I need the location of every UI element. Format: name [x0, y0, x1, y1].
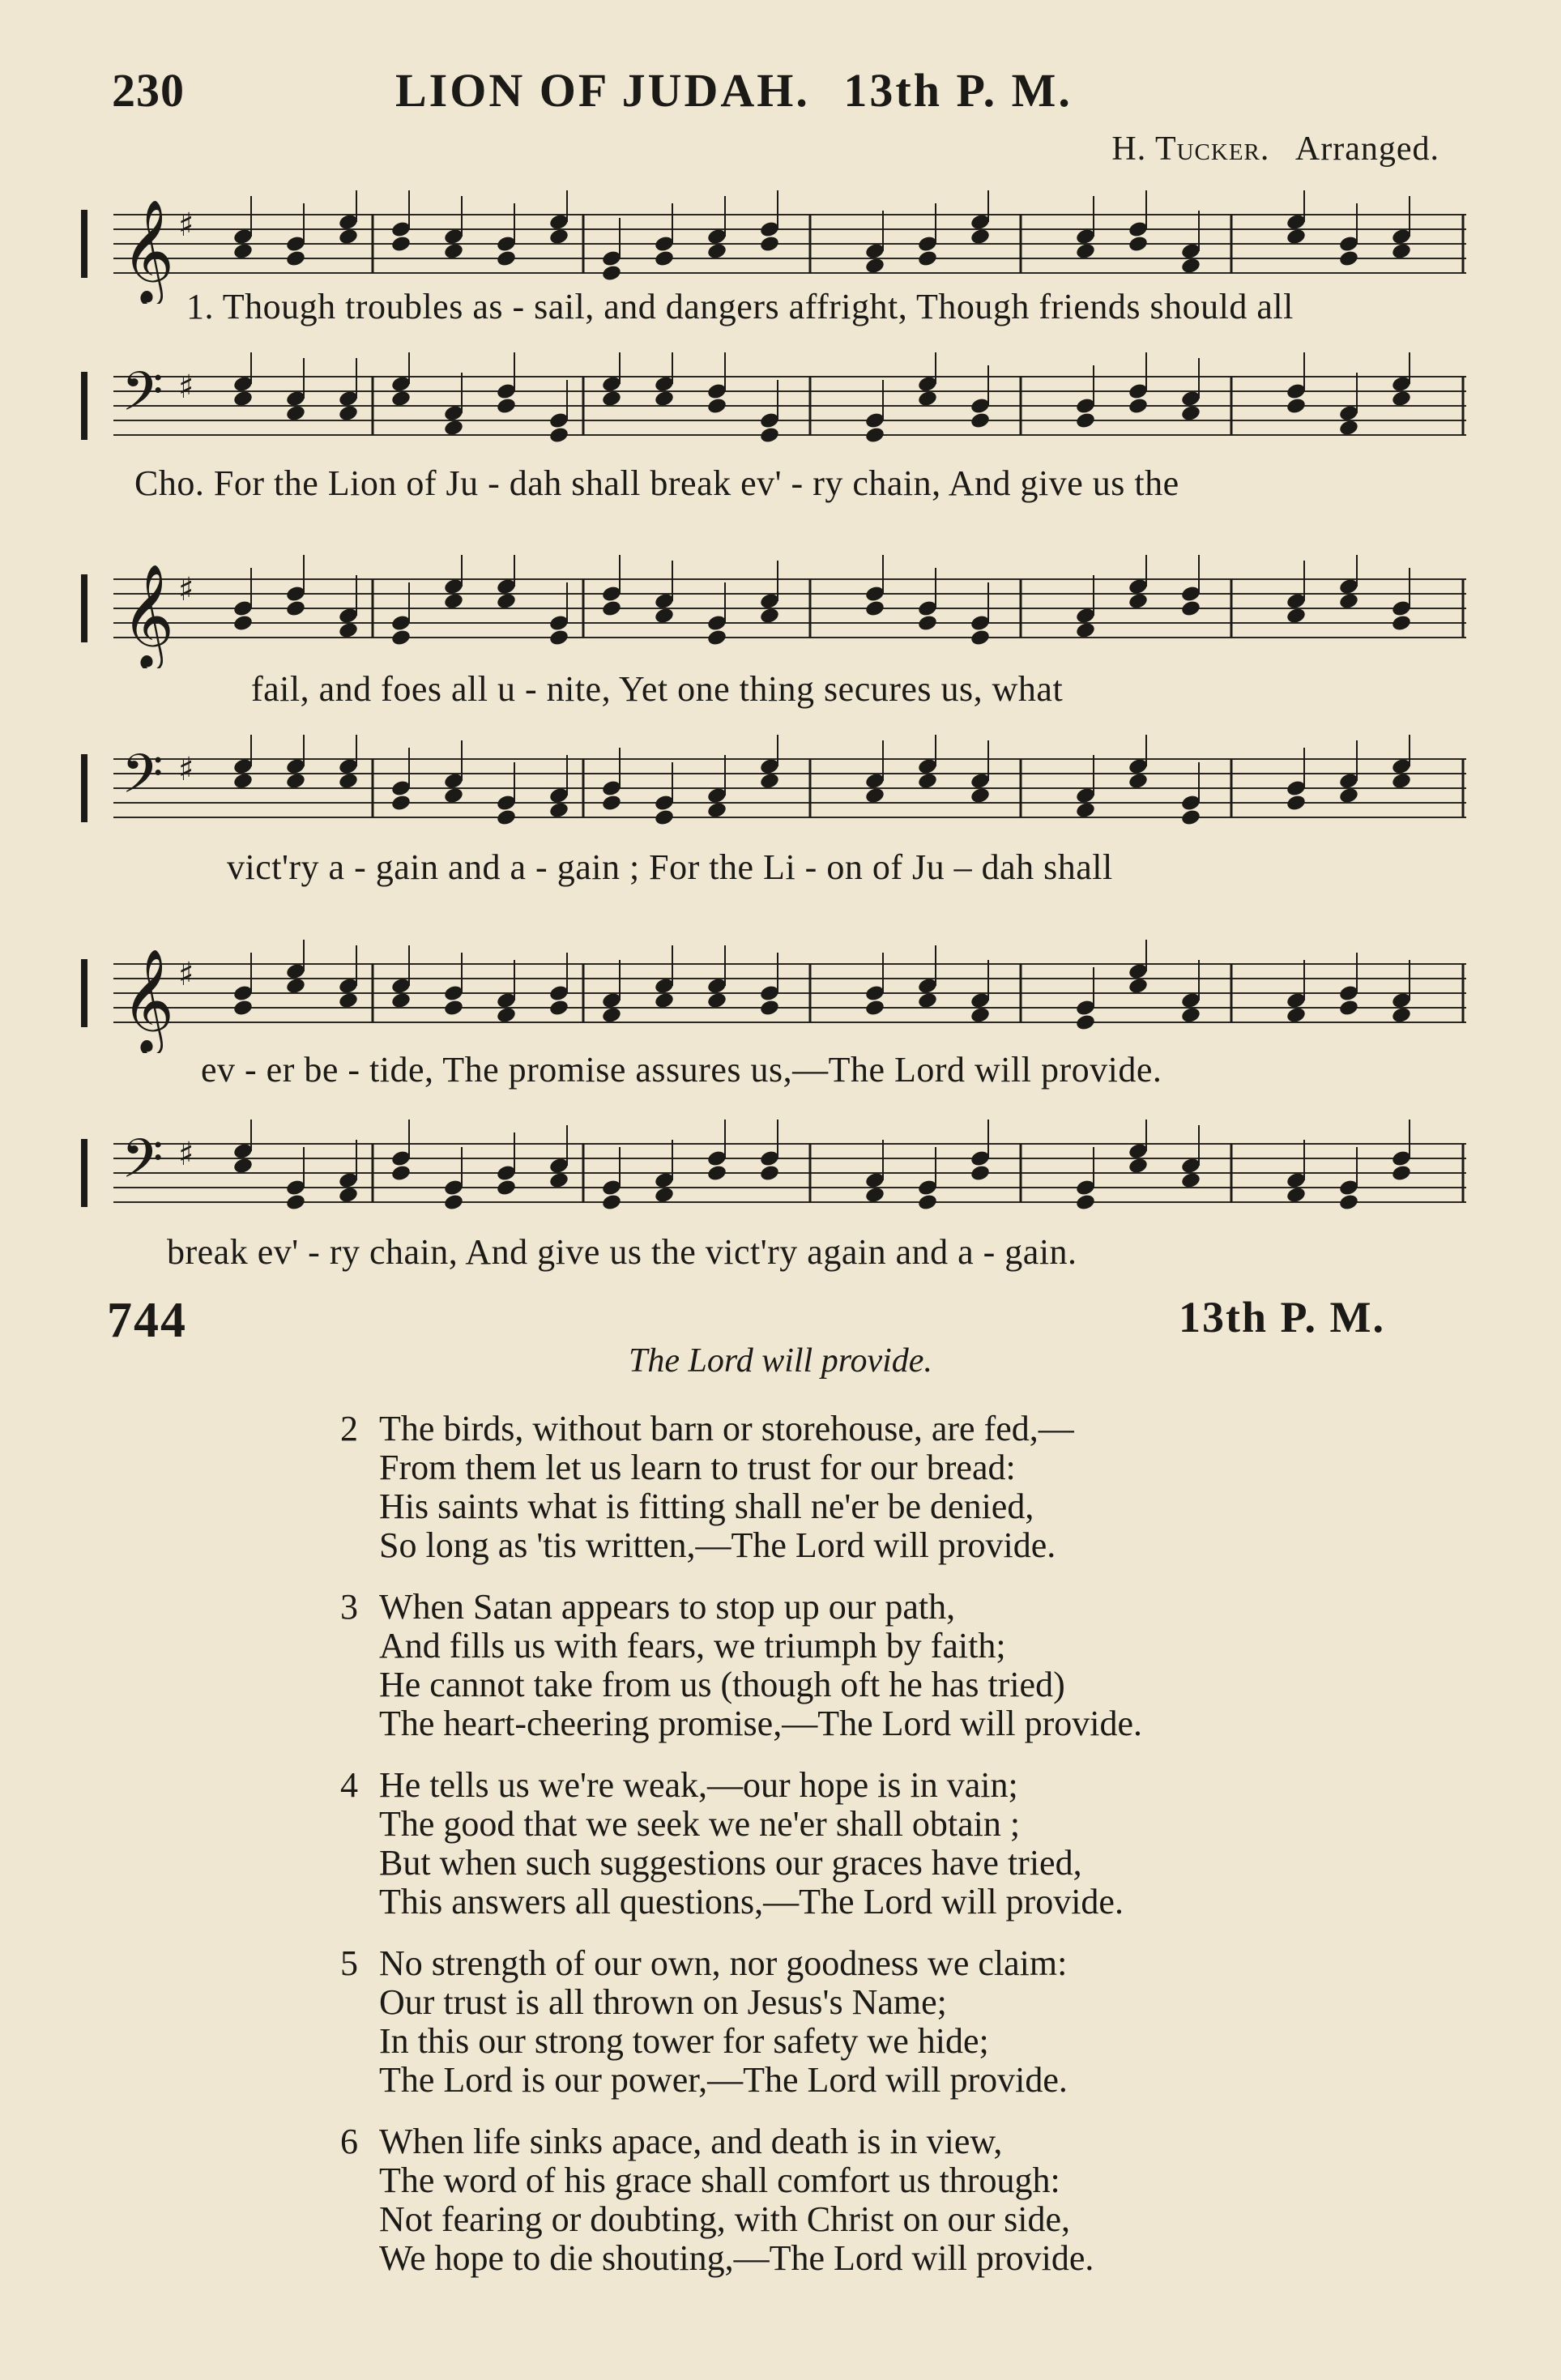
- verse-line-text: His saints what is fitting shall ne'er be denied,: [379, 1486, 1034, 1526]
- notehead: [443, 419, 464, 437]
- notehead: [917, 250, 938, 268]
- notehead: [970, 228, 991, 246]
- notehead: [917, 390, 938, 408]
- notehead: [601, 390, 622, 408]
- verse-line: [340, 1983, 1393, 2022]
- hymn-number: 744: [107, 1293, 187, 1348]
- bass-clef-icon: 𝄢: [122, 360, 164, 436]
- notehead: [1075, 1193, 1096, 1212]
- treble-clef-icon: 𝄞: [122, 948, 175, 1051]
- notehead: [1180, 599, 1201, 618]
- sharp-icon: ♯: [178, 956, 194, 993]
- notehead: [285, 599, 306, 618]
- verse-line: [340, 1588, 1393, 1627]
- verse-line-text: In this our strong tower for safety we hide;: [379, 2021, 989, 2061]
- treble-staff: [81, 940, 1474, 1053]
- verse-line-text: The word of his grace shall comfort us through:: [379, 2160, 1060, 2200]
- treble-clef-icon: 𝄞: [122, 198, 175, 302]
- hymn-subtitle: The Lord will provide.: [629, 1342, 932, 1380]
- notehead: [443, 592, 464, 611]
- notehead: [1128, 235, 1149, 254]
- notehead: [1286, 228, 1307, 246]
- verse-stanza: [340, 1766, 1393, 1921]
- verse-line: [340, 2061, 1393, 2100]
- notehead: [232, 614, 254, 633]
- notehead: [443, 242, 464, 261]
- chorus-lyric-line: Cho. For the Lion of Ju - dah shall break ev' - ry chain, And give us the: [134, 463, 1179, 503]
- notehead: [601, 794, 622, 813]
- notehead: [706, 992, 727, 1010]
- verses-block: [340, 1410, 1393, 2301]
- music-system-2: [81, 555, 1474, 895]
- verse-line: [340, 2200, 1393, 2239]
- notehead: [338, 621, 359, 640]
- notehead: [390, 1164, 412, 1183]
- notehead: [1286, 1006, 1307, 1025]
- notehead: [970, 1006, 991, 1025]
- sharp-icon: ♯: [178, 571, 194, 608]
- hymn-meter: 13th P. M.: [1179, 1293, 1386, 1341]
- notehead: [548, 999, 569, 1017]
- notehead: [917, 772, 938, 791]
- verse-stanza: [340, 2122, 1393, 2278]
- notehead: [1075, 242, 1096, 261]
- verse-lyric-line: ev - er be - tide, The promise assures us,—The Lord will provide.: [201, 1050, 1162, 1090]
- verse-line-text: When life sinks apace, and death is in view,: [379, 2122, 1003, 2161]
- page-header: [112, 63, 1473, 128]
- notehead: [496, 397, 517, 416]
- notehead: [1180, 808, 1201, 827]
- notehead: [285, 404, 306, 423]
- sharp-icon: ♯: [178, 751, 194, 788]
- notehead: [706, 242, 727, 261]
- verse-line: [340, 1704, 1393, 1743]
- notehead: [548, 1171, 569, 1190]
- notehead: [338, 992, 359, 1010]
- verse-line-text: Our trust is all thrown on Jesus's Name;: [379, 1982, 947, 2022]
- notehead: [232, 772, 254, 791]
- notehead: [864, 426, 885, 445]
- notehead: [654, 1186, 675, 1205]
- verse-line-text: So long as 'tis written,—The Lord will provide.: [379, 1525, 1056, 1565]
- verse-line: [340, 1844, 1393, 1883]
- notehead: [1180, 1171, 1201, 1190]
- verse-line: [340, 2022, 1393, 2061]
- verse-line: [340, 1805, 1393, 1844]
- notehead: [970, 412, 991, 430]
- verse-line: [340, 1883, 1393, 1921]
- notehead: [1180, 404, 1201, 423]
- notehead: [706, 629, 727, 647]
- notehead: [864, 999, 885, 1017]
- notehead: [1128, 397, 1149, 416]
- notehead: [1128, 592, 1149, 611]
- notehead: [338, 404, 359, 423]
- sharp-icon: ♯: [178, 1136, 194, 1173]
- treble-clef-icon: 𝄞: [122, 563, 175, 667]
- verse-stanza: [340, 1944, 1393, 2100]
- notehead: [232, 999, 254, 1017]
- notehead: [601, 1193, 622, 1212]
- verse-line-text: The good that we seek we ne'er shall obtain ;: [379, 1804, 1021, 1844]
- notehead: [654, 992, 675, 1010]
- notehead: [338, 772, 359, 791]
- notehead: [390, 992, 412, 1010]
- verse-line: [340, 1410, 1393, 1448]
- verse-line-text: And fills us with fears, we triumph by faith;: [379, 1626, 1006, 1666]
- verse-line: [340, 2161, 1393, 2200]
- notehead: [285, 1193, 306, 1212]
- verse-line-text: From them let us learn to trust for our bread:: [379, 1448, 1016, 1487]
- notehead: [1075, 412, 1096, 430]
- notehead: [864, 1186, 885, 1205]
- notehead: [443, 999, 464, 1017]
- notehead: [285, 772, 306, 791]
- notehead: [1338, 592, 1359, 611]
- notehead: [232, 390, 254, 408]
- notehead: [496, 1006, 517, 1025]
- music-system-3: [81, 940, 1474, 1280]
- sharp-icon: ♯: [178, 207, 194, 244]
- verse-number: 5: [340, 1943, 358, 1983]
- notehead: [759, 235, 780, 254]
- notehead: [232, 1157, 254, 1175]
- verse-line-text: Not fearing or doubting, with Christ on our side,: [379, 2199, 1071, 2239]
- verse-number: 3: [340, 1587, 358, 1627]
- notehead: [1391, 390, 1412, 408]
- notehead: [1075, 621, 1096, 640]
- notehead: [496, 592, 517, 611]
- verse-line-text: When Satan appears to stop up our path,: [379, 1587, 956, 1627]
- verse-line-text: The heart-cheering promise,—The Lord will provide.: [379, 1704, 1143, 1743]
- notehead: [496, 808, 517, 827]
- verse-line-text: The Lord is our power,—The Lord will provide.: [379, 2060, 1068, 2100]
- notehead: [1338, 419, 1359, 437]
- treble-staff: [81, 555, 1474, 668]
- verse-line: [340, 1766, 1393, 1805]
- notehead: [654, 808, 675, 827]
- tune-title-text: LION OF JUDAH.: [395, 64, 810, 117]
- composer-name: H. Tucker.: [1111, 130, 1270, 168]
- verse-stanza: [340, 1588, 1393, 1743]
- bass-staff: [81, 352, 1474, 466]
- notehead: [496, 250, 517, 268]
- notehead: [654, 250, 675, 268]
- notehead: [917, 992, 938, 1010]
- notehead: [1338, 787, 1359, 805]
- verse-line: [340, 1944, 1393, 1983]
- page-number: 230: [112, 64, 185, 117]
- notehead: [759, 1164, 780, 1183]
- verse-number: 6: [340, 2122, 358, 2161]
- notehead: [232, 242, 254, 261]
- notehead: [706, 801, 727, 820]
- notehead: [338, 228, 359, 246]
- notehead: [759, 607, 780, 625]
- notehead: [759, 999, 780, 1017]
- bass-clef-icon: 𝄢: [122, 1128, 164, 1203]
- notehead: [970, 787, 991, 805]
- verse-line-text: But when such suggestions our graces have tried,: [379, 1843, 1082, 1883]
- notehead: [917, 614, 938, 633]
- notehead: [1338, 250, 1359, 268]
- verse-line: [340, 2239, 1393, 2278]
- verse-line: [340, 1627, 1393, 1666]
- arranged-label: Arranged.: [1294, 130, 1439, 168]
- notehead: [706, 397, 727, 416]
- verse-line-text: The birds, without barn or storehouse, are fed,—: [379, 1409, 1074, 1448]
- notehead: [1180, 1006, 1201, 1025]
- notehead: [864, 257, 885, 275]
- notehead: [1391, 1164, 1412, 1183]
- notehead: [1075, 1013, 1096, 1032]
- notehead: [1128, 977, 1149, 996]
- notehead: [1286, 607, 1307, 625]
- notehead: [548, 801, 569, 820]
- verse-line-text: No strength of our own, nor goodness we claim:: [379, 1943, 1068, 1983]
- notehead: [496, 1179, 517, 1197]
- notehead: [601, 599, 622, 618]
- notehead: [1286, 794, 1307, 813]
- verse-line: [340, 1526, 1393, 1565]
- notehead: [706, 1164, 727, 1183]
- notehead: [759, 772, 780, 791]
- music-system-1: [81, 190, 1474, 514]
- verse-line-text: He cannot take from us (though oft he has tried): [379, 1665, 1065, 1704]
- notehead: [654, 390, 675, 408]
- verse-number: 2: [340, 1409, 358, 1448]
- bass-clef-icon: 𝄢: [122, 743, 164, 818]
- chorus-lyric-line: vict'ry a - gain and a - gain ; For the Li - on of Ju – dah shall: [227, 847, 1113, 887]
- verse-line-text: We hope to die shouting,—The Lord will provide.: [379, 2238, 1094, 2278]
- notehead: [1391, 772, 1412, 791]
- tune-title: [395, 63, 1073, 117]
- notehead: [759, 426, 780, 445]
- notehead: [601, 1006, 622, 1025]
- notehead: [390, 629, 412, 647]
- notehead: [601, 264, 622, 283]
- verse-line: [340, 1666, 1393, 1704]
- notehead: [443, 787, 464, 805]
- chorus-lyric-line: break ev' - ry chain, And give us the vict'ry again and a - gain.: [167, 1232, 1077, 1272]
- notehead: [1180, 257, 1201, 275]
- verse-number: 4: [340, 1765, 358, 1805]
- notehead: [917, 1193, 938, 1212]
- notehead: [390, 390, 412, 408]
- notehead: [1286, 1186, 1307, 1205]
- notehead: [285, 250, 306, 268]
- notehead: [864, 787, 885, 805]
- tune-meter: 13th P. M.: [843, 64, 1073, 117]
- notehead: [443, 1193, 464, 1212]
- bass-staff: [81, 735, 1474, 848]
- notehead: [1128, 772, 1149, 791]
- composer-credit: [1111, 130, 1439, 168]
- notehead: [285, 977, 306, 996]
- notehead: [390, 235, 412, 254]
- notehead: [548, 426, 569, 445]
- verse-line: [340, 1487, 1393, 1526]
- notehead: [970, 1164, 991, 1183]
- notehead: [1391, 1006, 1412, 1025]
- notehead: [548, 629, 569, 647]
- verse-lyric-line: fail, and foes all u - nite, Yet one thing secures us, what: [251, 669, 1064, 709]
- notehead: [1391, 614, 1412, 633]
- notehead: [1338, 999, 1359, 1017]
- notehead: [654, 607, 675, 625]
- notehead: [1338, 1193, 1359, 1212]
- notehead: [1391, 242, 1412, 261]
- verse-line-text: This answers all questions,—The Lord will provide.: [379, 1882, 1124, 1921]
- verse-stanza: [340, 1410, 1393, 1565]
- notehead: [390, 794, 412, 813]
- notehead: [548, 228, 569, 246]
- verse-lyric-line: 1. Though troubles as - sail, and dangers affright, Though friends should all: [186, 287, 1294, 326]
- sharp-icon: ♯: [178, 369, 194, 406]
- notehead: [1075, 801, 1096, 820]
- notehead: [338, 1186, 359, 1205]
- notehead: [1128, 1157, 1149, 1175]
- verse-line: [340, 1448, 1393, 1487]
- notehead: [970, 629, 991, 647]
- notehead: [1286, 397, 1307, 416]
- bass-staff: [81, 1120, 1474, 1233]
- notehead: [864, 599, 885, 618]
- verse-line-text: He tells us we're weak,—our hope is in vain;: [379, 1765, 1018, 1805]
- verse-line: [340, 2122, 1393, 2161]
